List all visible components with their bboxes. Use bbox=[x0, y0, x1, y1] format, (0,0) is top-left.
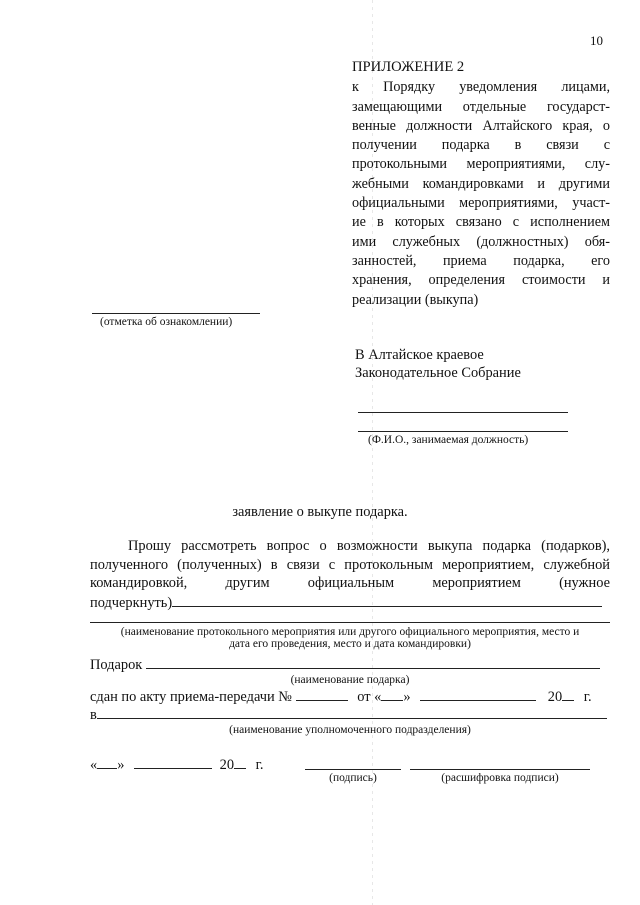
act-year-field[interactable] bbox=[562, 688, 574, 701]
acknowledgement-caption: (отметка об ознакомлении) bbox=[100, 316, 233, 328]
date-year-field[interactable] bbox=[234, 756, 246, 769]
date-month-field[interactable] bbox=[134, 756, 212, 769]
date-open-quote: « bbox=[90, 757, 98, 773]
fio-field-line[interactable] bbox=[358, 431, 568, 432]
act-quote-close: » bbox=[403, 689, 411, 705]
appendix-block bbox=[352, 58, 610, 310]
appendix-line: ие в которых связано с исполнением bbox=[352, 214, 610, 231]
act-row bbox=[90, 688, 592, 706]
act-from-label: от « bbox=[357, 689, 382, 705]
body-word: другим bbox=[225, 575, 270, 591]
gift-field-line[interactable] bbox=[146, 656, 600, 669]
body-line bbox=[90, 574, 610, 593]
body-word: мероприятием bbox=[432, 575, 521, 591]
body-word: (нужное bbox=[559, 575, 610, 591]
event-caption-line: (наименование протокольного мероприятия или другого официального мероприятия, место и bbox=[120, 626, 580, 638]
event-field-line-2[interactable] bbox=[90, 622, 610, 623]
event-caption-line: дата его проведения, место и дата командировки) bbox=[229, 638, 471, 650]
body-word: подчеркнуть) bbox=[90, 594, 173, 611]
date-year-suffix: г. bbox=[255, 757, 264, 773]
appendix-line: реализации (выкупа) bbox=[352, 291, 479, 308]
fio-field-line[interactable] bbox=[358, 412, 568, 413]
appendix-line: венные должности Алтайского края, о bbox=[352, 117, 610, 134]
body-line: полученного (полученных) в связи с протокольным мероприятием, служебной bbox=[90, 556, 610, 573]
signature-field-line[interactable] bbox=[305, 769, 401, 770]
fio-caption: (Ф.И.О., занимаемая должность) bbox=[368, 434, 529, 446]
division-field-line[interactable] bbox=[97, 706, 607, 719]
addressee-line: В Алтайское краевое bbox=[355, 347, 484, 363]
appendix-line: получении подарка в связи с bbox=[352, 137, 610, 154]
body-line bbox=[90, 593, 610, 613]
appendix-line: протокольными мероприятиями, слу- bbox=[352, 156, 610, 173]
appendix-line: ими служебных (должностных) обя- bbox=[352, 233, 610, 250]
division-caption: (наименование уполномоченного подразделения) bbox=[229, 724, 471, 736]
addressee-block bbox=[355, 346, 521, 382]
act-number-field[interactable] bbox=[296, 688, 348, 701]
date-year-prefix: 20 bbox=[219, 757, 235, 773]
date-row bbox=[90, 756, 264, 774]
event-caption bbox=[86, 626, 614, 650]
act-month-field[interactable] bbox=[420, 688, 536, 701]
body-word: командировкой, bbox=[90, 575, 188, 591]
addressee-line: Законодательное Собрание bbox=[355, 365, 521, 381]
event-field-line[interactable] bbox=[172, 593, 602, 607]
document-title: заявление о выкупе подарка. bbox=[232, 504, 408, 520]
acknowledgement-line[interactable] bbox=[92, 313, 260, 314]
act-day-field[interactable] bbox=[381, 688, 403, 701]
appendix-line: замещающими отдельные государст- bbox=[352, 98, 610, 115]
appendix-line: занностей, приема подарка, его bbox=[352, 252, 610, 269]
page-number: 10 bbox=[590, 33, 603, 48]
gift-caption: (наименование подарка) bbox=[290, 674, 410, 686]
act-year-prefix: 20 bbox=[547, 689, 563, 705]
request-body bbox=[90, 537, 610, 612]
gift-label: Подарок bbox=[90, 657, 143, 673]
act-year-suffix: г. bbox=[583, 689, 592, 705]
date-day-field[interactable] bbox=[97, 756, 117, 769]
in-label: в bbox=[90, 707, 97, 723]
body-line: Прошу рассмотреть вопрос о возможности выкупа подарка (подарков), bbox=[128, 538, 610, 554]
act-label: сдан по акту приема-передачи № bbox=[90, 689, 293, 705]
appendix-title: ПРИЛОЖЕНИЕ 2 bbox=[352, 59, 465, 75]
signature-caption: (подпись) bbox=[329, 772, 377, 784]
appendix-line: хранения, определения стоимости и bbox=[352, 272, 610, 289]
appendix-text bbox=[352, 78, 610, 310]
signature-decoding-field-line[interactable] bbox=[410, 769, 590, 770]
appendix-line: к Порядку уведомления лицами, bbox=[352, 79, 610, 96]
division-row bbox=[90, 706, 607, 724]
gift-row bbox=[90, 656, 600, 674]
signature-decoding-caption: (расшифровка подписи) bbox=[441, 772, 559, 784]
body-word: официальным bbox=[307, 575, 395, 591]
appendix-line: официальными мероприятиями, участ- bbox=[352, 195, 610, 212]
date-close-quote: » bbox=[117, 757, 125, 773]
appendix-line: жебными командировками и другими bbox=[352, 175, 610, 192]
